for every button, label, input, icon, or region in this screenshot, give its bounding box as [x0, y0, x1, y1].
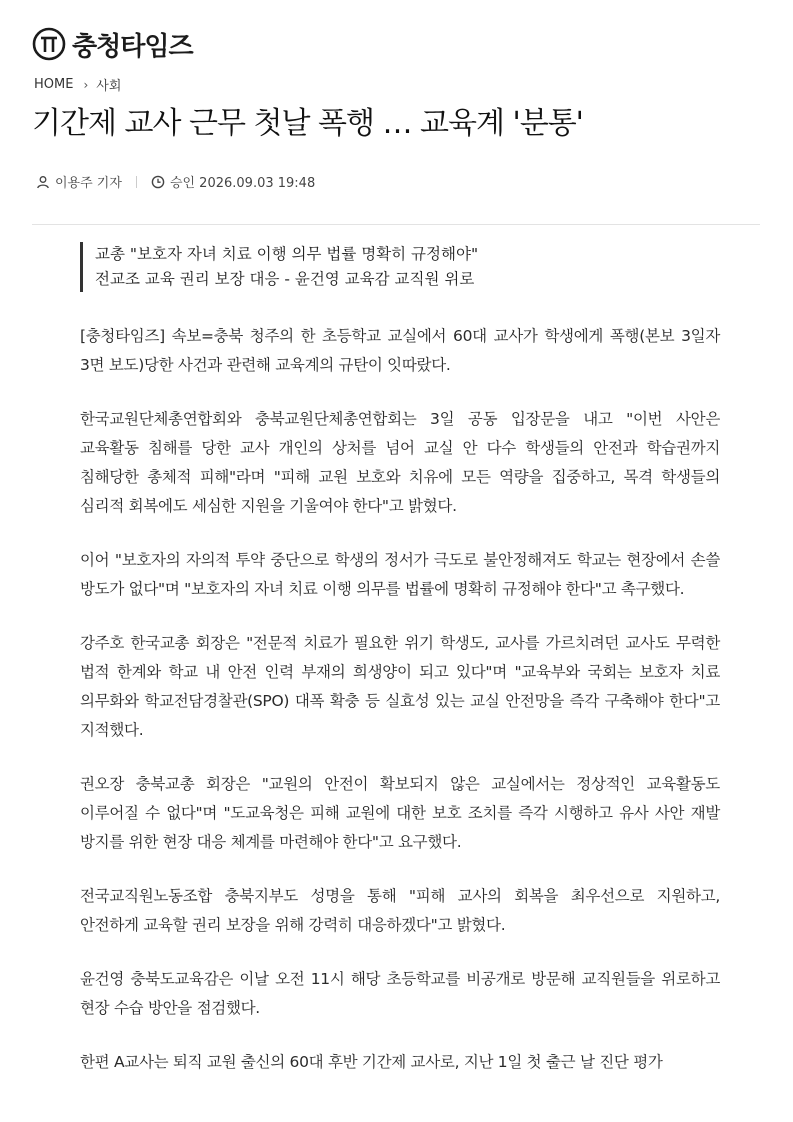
article-subtitle	[80, 242, 478, 292]
article-paragraph: 전국교직원노동조합 충북지부도 성명을 통해 "피해 교사의 회복을 최우선으로 지원하고, 안전하게 교육할 권리 보장을 위해 강력히 대응하겠다"고 밝혔다.	[80, 887, 720, 934]
site-header	[32, 22, 193, 66]
article-paragraph: 윤건영 충북도교육감은 이날 오전 11시 해당 초등학교를 비공개로 방문해 교직원들을 위로하고 현장 수습 방안을 점검했다.	[80, 970, 720, 1017]
person-icon	[36, 175, 50, 189]
ct-logo-icon[interactable]	[32, 27, 66, 61]
article-paragraph: 권오장 충북교총 회장은 "교원의 안전이 확보되지 않은 교실에서는 정상적인 교육활동도 이루어질 수 없다"며 "도교육청은 피해 교원에 대한 보호 조치를 즉각 시행하고 유사 사안 재발 방지를 위한 현장 대응 체계를 마련해야 한다"고 요구했다.	[80, 775, 720, 851]
article-paragraph: 한편 A교사는 퇴직 교원 출신의 60대 후반 기간제 교사로, 지난 1일 첫 출근 날 진단 평가	[80, 1053, 663, 1071]
article-meta	[36, 172, 315, 191]
subtitle-line: 전교조 교육 권리 보장 대응 - 윤건영 교육감 교직원 위로	[95, 270, 475, 288]
article-paragraph: 이어 "보호자의 자의적 투약 중단으로 학생의 정서가 극도로 불안정해져도 학교는 현장에서 손쓸 방도가 없다"며 "보호자의 자녀 치료 이행 의무를 법률에 명확히 규정해야 한다"고 촉구했다.	[80, 551, 720, 598]
author-name[interactable]: 이용주 기자	[55, 176, 122, 191]
approval-date: 승인 2026.09.03 19:48	[169, 176, 316, 191]
site-name[interactable]: 충청타임즈	[72, 31, 193, 62]
header-divider	[32, 224, 760, 225]
breadcrumb-home[interactable]: HOME	[34, 77, 74, 92]
article-paragraph: 한국교원단체총연합회와 충북교원단체총연합회는 3일 공동 입장문을 내고 "이번 사안은 교육활동 침해를 당한 교사 개인의 상처를 넘어 교실 안 다수 학생들의 안전과 학습권까지 침해당한 총체적 피해"라며 "피해 교원 보호와 치유에 모든 역량을 집중하고, 목격 학생들의 심리적 회복에도 세심한 지원을 기울여야 한다"고 밝혔다.	[80, 410, 720, 515]
subtitle-line: 교총 "보호자 자녀 치료 이행 의무 법률 명확히 규정해야"	[95, 245, 479, 263]
breadcrumb-section[interactable]: 사회	[96, 79, 122, 94]
breadcrumb	[34, 75, 121, 94]
article-title: 기간제 교사 근무 첫날 폭행 … 교육계 '분통'	[32, 106, 583, 141]
article-paragraph: [충청타임즈] 속보=충북 청주의 한 초등학교 교실에서 60대 교사가 학생에게 폭행(본보 3일자 3면 보도)당한 사건과 관련해 교육계의 규탄이 잇따랐다.	[80, 327, 720, 374]
article-body	[80, 322, 720, 1102]
meta-divider	[136, 176, 137, 188]
article-paragraph: 강주호 한국교총 회장은 "전문적 치료가 필요한 위기 학생도, 교사를 가르치려던 교사도 무력한 법적 한계와 학교 내 안전 인력 부재의 희생양이 되고 있다"며 "교육부와 국회는 보호자 치료 의무화와 학교전담경찰관(SPO) 대폭 확충 등 실효성 있는 교실 안전망을 즉각 구축해야 한다"고 지적했다.	[80, 634, 720, 739]
clock-icon	[151, 175, 165, 189]
breadcrumb-separator: ›	[83, 77, 89, 92]
